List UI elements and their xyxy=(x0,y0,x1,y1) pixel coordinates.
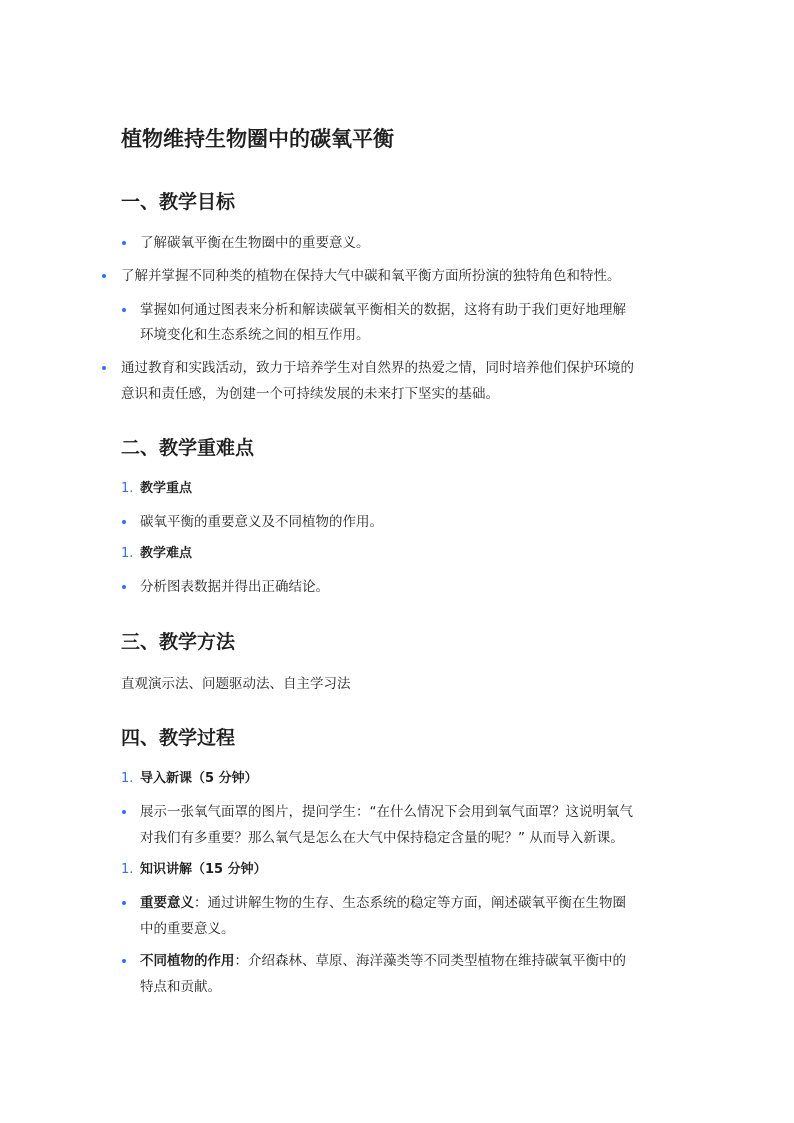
list-item-continuation: 特点和贡献。 xyxy=(140,979,221,995)
subheading: 教学重点 xyxy=(140,481,193,496)
item-text: ：通过讲解生物的生存、生态系统的稳定等方面，阐述碳氧平衡在生物圈 xyxy=(194,895,626,911)
methods-text: 直观演示法、问题驱动法、自主学习法 xyxy=(121,676,351,692)
item-text: ：介绍森林、草原、海洋藻类等不同类型植物在维持碳氧平衡中的 xyxy=(234,953,626,969)
subheading: 教学难点 xyxy=(140,546,193,561)
bullet-icon xyxy=(122,810,126,814)
list-item-continuation: 意识和责任感，为创建一个可持续发展的未来打下坚实的基础。 xyxy=(121,386,499,402)
bullet-icon xyxy=(122,308,126,312)
list-item: 通过教育和实践活动，致力于培养学生对自然界的热爱之情，同时培养他们保护环境的 xyxy=(121,360,634,376)
bullet-icon xyxy=(102,274,106,278)
section-heading-goals: 一、教学目标 xyxy=(121,191,236,213)
bullet-icon xyxy=(122,901,126,905)
bullet-icon xyxy=(122,585,126,589)
list-item-continuation: 中的重要意义。 xyxy=(140,921,235,937)
section-heading-process: 四、教学过程 xyxy=(121,727,236,749)
list-item: 掌握如何通过图表来分析和解读碳氧平衡相关的数据，这将有助于我们更好地理解 xyxy=(140,302,626,318)
section-heading-keypoints: 二、教学重难点 xyxy=(121,437,255,459)
list-item: 了解并掌握不同种类的植物在保持大气中碳和氧平衡方面所扮演的独特角色和特性。 xyxy=(121,268,621,284)
list-item: 碳氧平衡的重要意义及不同植物的作用。 xyxy=(140,514,383,530)
bullet-icon xyxy=(122,959,126,963)
list-item: 分析图表数据并得出正确结论。 xyxy=(140,579,329,595)
list-number: 1. xyxy=(121,546,134,561)
list-item xyxy=(140,948,626,974)
list-item-continuation: 环境变化和生态系统之间的相互作用。 xyxy=(140,327,370,343)
list-item-continuation: 对我们有多重要？那么氧气是怎么在大气中保持稳定含量的呢？” 从而导入新课。 xyxy=(140,830,624,846)
list-number: 1. xyxy=(121,771,134,786)
section-heading-methods: 三、教学方法 xyxy=(121,631,236,653)
item-label: 重要意义 xyxy=(140,895,194,911)
list-item xyxy=(140,890,626,916)
bullet-icon xyxy=(102,366,106,370)
item-label: 不同植物的作用 xyxy=(140,953,235,969)
list-item: 展示一张氧气面罩的图片，提问学生：“在什么情况下会用到氧气面罩？这说明氧气 xyxy=(140,804,633,820)
subheading: 知识讲解（15 分钟） xyxy=(140,862,267,877)
list-item: 了解碳氧平衡在生物圈中的重要意义。 xyxy=(140,235,370,251)
bullet-icon xyxy=(122,520,126,524)
bullet-icon xyxy=(122,241,126,245)
document-title: 植物维持生物圈中的碳氧平衡 xyxy=(121,127,394,151)
list-number: 1. xyxy=(121,481,134,496)
subheading: 导入新课（5 分钟） xyxy=(140,771,258,786)
list-number: 1. xyxy=(121,862,134,877)
